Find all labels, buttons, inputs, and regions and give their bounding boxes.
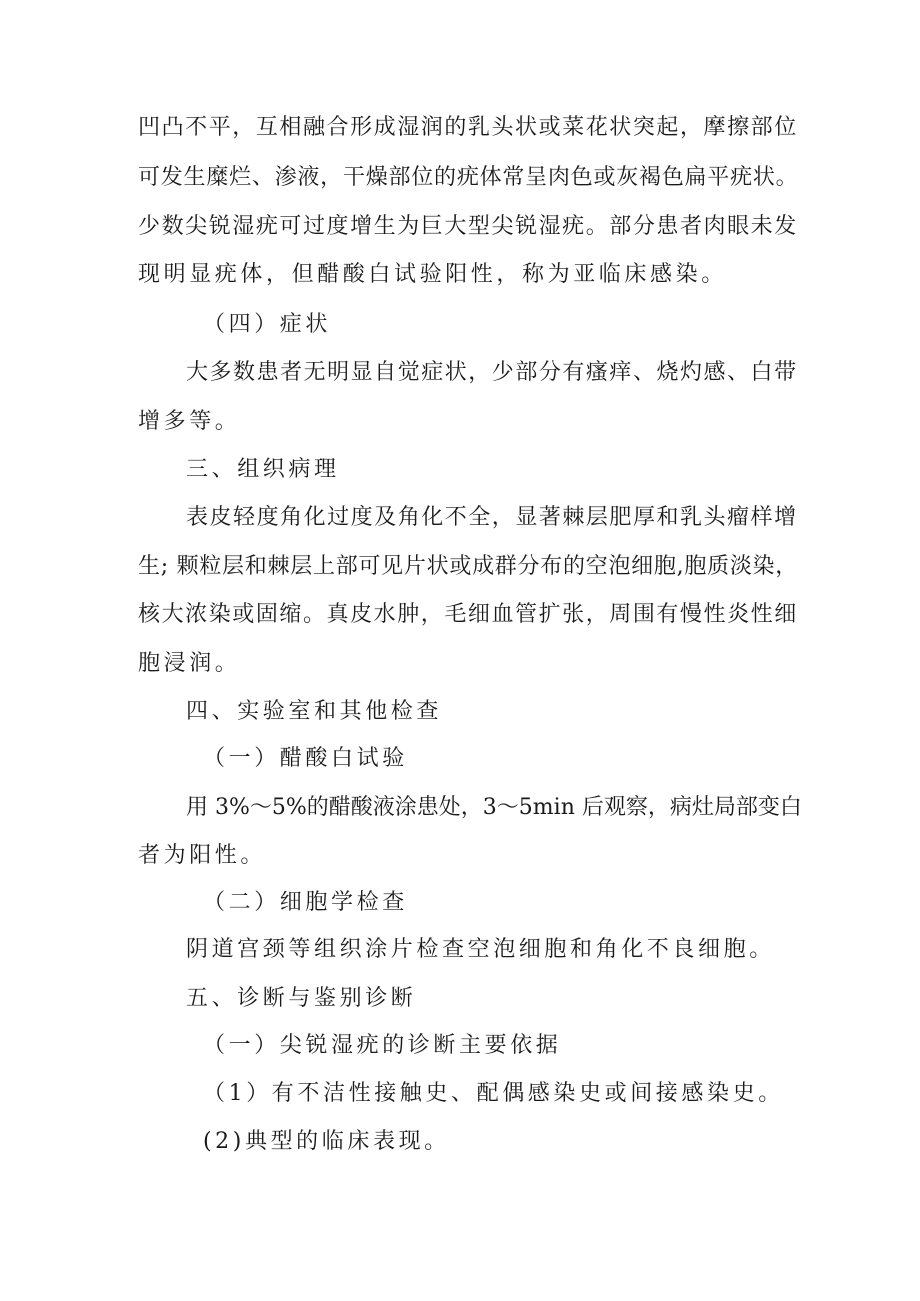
paragraph-line: 者为阳性。 [138,843,267,868]
paragraph-line: 生; 颗粒层和棘层上部可见片状或成群分布的空泡细胞,胞质淡染， [138,554,799,579]
subsection-heading: （二）细胞学检查 [203,890,408,915]
list-item: （1）有不洁性接触史、配偶感染史或间接感染史。 [203,1081,784,1106]
paragraph-line: 表皮轻度角化过度及角化不全，显著棘层肥厚和乳头瘤样增 [186,505,798,530]
paragraph-line: 可发生糜烂、渗液，干燥部位的疣体常呈肉色或灰褐色扁平疣状。 [138,165,799,190]
section-heading: 五、诊断与鉴别诊断 [186,986,417,1011]
paragraph-line: 大多数患者无明显自觉症状，少部分有瘙痒、烧灼感、白带 [186,360,798,385]
section-heading: 四、实验室和其他检查 [186,699,443,724]
paragraph-line: 少数尖锐湿疣可过度增生为巨大型尖锐湿疣。部分患者肉眼未发 [138,214,798,239]
paragraph-line: 凹凸不平，互相融合形成湿润的乳头状或菜花状突起，摩擦部位 [138,115,798,140]
subsection-heading: （一）醋酸白试验 [203,746,408,771]
paragraph-line: 增多等。 [138,409,241,434]
paragraph-line: 阴道宫颈等组织涂片检查空泡细胞和角化不良细胞。 [186,937,775,962]
paragraph-line: 核大浓染或固缩。真皮水肿，毛细血管扩张，周围有慢性炎性细 [138,602,798,627]
subsection-heading: （一）尖锐湿疣的诊断主要依据 [203,1033,562,1058]
section-heading: 三、组织病理 [186,457,340,482]
subsection-heading: （四）症状 [203,312,332,337]
list-item: (2)典型的临床表现。 [203,1129,450,1154]
paragraph-line: 用 3%～5%的醋酸液涂患处，3～5min 后观察，病灶局部变白 [186,795,802,820]
paragraph-line: 现明显疣体，但醋酸白试验阳性，称为亚临床感染。 [138,262,727,287]
paragraph-line: 胞浸润。 [138,651,241,676]
